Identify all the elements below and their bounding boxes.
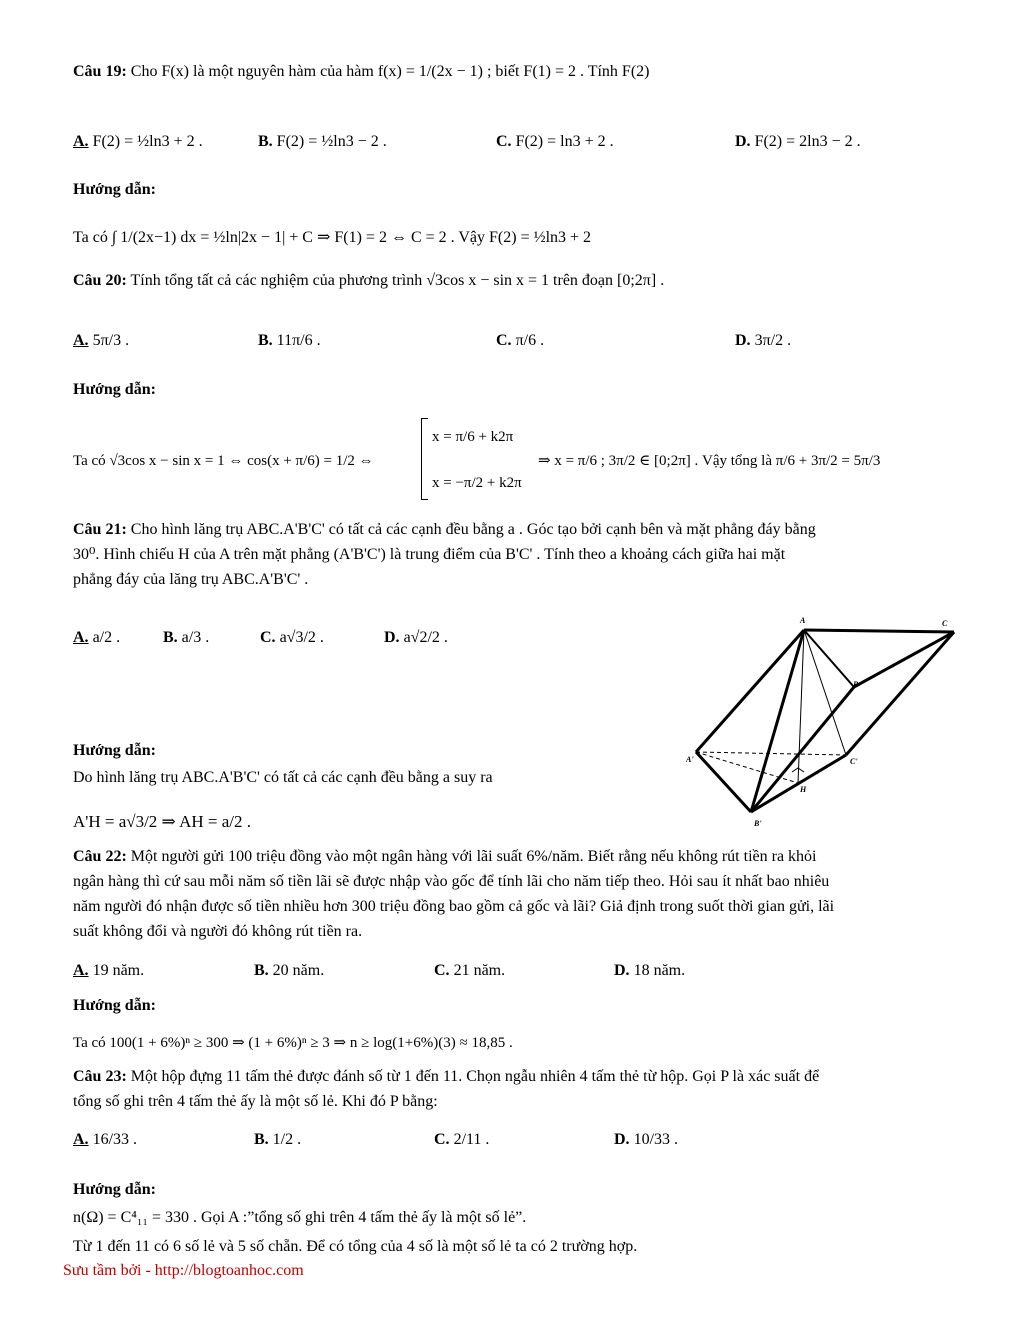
q20-statement — [73, 271, 664, 290]
q22-line2: ngân hàng thì cứ sau mỗi năm số tiền lãi sẽ được nhập vào gốc để tính lãi cho năm tiếp theo. Hỏi sau ít nhất bao nhiêu — [73, 873, 830, 890]
q19-option-b[interactable] — [258, 132, 387, 151]
option-text: a/3 . — [181, 629, 210, 646]
option-text: a√2/2 . — [403, 629, 448, 646]
option-label: C. — [434, 1131, 450, 1148]
q21-line3: phẳng đáy của lăng trụ ABC.A'B'C' . — [73, 571, 309, 588]
q19-guide: Ta có ∫ 1/(2x−1) dx = ½ln|2x − 1| + C ⇒ F(1) = 2 ⇔ C = 2 . Vậy F(2) = ½ln3 + 2 — [73, 229, 592, 246]
option-label: D. — [614, 1131, 630, 1148]
option-text: 18 năm. — [633, 962, 686, 979]
q22-line4: suất không đổi và người đó không rút tiền ra. — [73, 923, 363, 940]
edge-AA1 — [696, 630, 804, 752]
q19-option-d[interactable] — [735, 132, 861, 151]
q22-statement — [73, 844, 973, 944]
q23-line1 — [73, 1064, 973, 1089]
label-H: H — [800, 785, 807, 794]
q22-option-c[interactable] — [434, 961, 505, 980]
q23-option-c[interactable] — [434, 1130, 489, 1149]
q19-label: Câu 19: — [73, 63, 127, 80]
q20-guide-prefix: Ta có — [73, 453, 106, 469]
altitude-AH — [798, 630, 804, 783]
q22-guide-title: Hướng dẫn: — [73, 997, 156, 1014]
option-label: B. — [254, 1131, 269, 1148]
option-text: F(2) = ½ln3 − 2 . — [276, 133, 387, 150]
option-label: B. — [258, 133, 273, 150]
option-label: C. — [260, 629, 276, 646]
option-text: 3π/2 . — [754, 332, 792, 349]
option-text: 1/2 . — [272, 1131, 302, 1148]
q23-line1-text: Một hộp đựng 11 tấm thẻ được đánh số từ 1 đến 11. Chọn ngẫu nhiên 4 tấm thẻ từ hộp. Gọi P là xác suất để — [130, 1068, 820, 1085]
q21-line2: 30⁰. Hình chiếu H của A trên mặt phẳng (A'B'C') là trung điểm của B'C' . Tính theo a khoảng cách giữa hai mặt — [73, 546, 786, 563]
q19-option-a[interactable] — [73, 132, 203, 151]
option-label: B. — [254, 962, 269, 979]
q22-option-b[interactable] — [254, 961, 324, 980]
q21-option-b[interactable] — [163, 628, 209, 647]
label-A: A — [800, 616, 806, 625]
option-label: A. — [73, 332, 89, 349]
q22-guide: Ta có 100(1 + 6%)ⁿ ≥ 300 ⇒ (1 + 6%)ⁿ ≥ 3 ⇒ n ≥ log(1+6%)(3) ≈ 18,85 . — [73, 1035, 513, 1051]
edge-AB — [804, 630, 854, 687]
edge-AC — [804, 630, 954, 632]
option-label: A. — [73, 133, 89, 150]
q21-statement — [73, 517, 973, 592]
q20-option-c[interactable] — [496, 331, 544, 350]
q20-case-2: x = −π/2 + k2π — [432, 475, 522, 491]
option-label: A. — [73, 962, 89, 979]
prism-figure — [686, 612, 976, 832]
q20-option-a[interactable] — [73, 331, 129, 350]
q23-option-a[interactable] — [73, 1130, 137, 1149]
option-label: C. — [434, 962, 450, 979]
option-label: B. — [258, 332, 273, 349]
option-label: D. — [614, 962, 630, 979]
q23-option-b[interactable] — [254, 1130, 301, 1149]
edge-CB — [854, 632, 954, 687]
q21-option-d[interactable] — [384, 628, 448, 647]
edge-A1C1 — [696, 752, 846, 755]
q21-option-a[interactable] — [73, 628, 120, 647]
q20-label: Câu 20: — [73, 272, 127, 289]
q21-guide-2: A'H = a√3/2 ⇒ AH = a/2 . — [73, 812, 252, 831]
q20-guide-eq: √3cos x − sin x = 1 ⇔ cos(x + π/6) = 1/2 ⇔ — [109, 453, 374, 469]
q22-option-a[interactable] — [73, 961, 144, 980]
option-label: D. — [735, 332, 751, 349]
option-text: F(2) = 2ln3 − 2 . — [754, 133, 861, 150]
q19-option-c[interactable] — [496, 132, 614, 151]
label-B1: B' — [754, 819, 762, 828]
edge-CC1 — [846, 632, 954, 755]
option-label: A. — [73, 1131, 89, 1148]
label-C: C — [942, 619, 948, 628]
q20-guide-result: ⇒ x = π/6 ; 3π/2 ∈ [0;2π] . Vậy tổng là π/6 + 3π/2 = 5π/3 — [538, 453, 881, 469]
q19-statement — [73, 62, 649, 81]
q23-guide-2: Từ 1 đến 11 có 6 số lẻ và 5 số chẵn. Để có tổng của 4 số là một số lẻ ta có 2 trường hợp. — [73, 1238, 638, 1255]
option-text: 16/33 . — [92, 1131, 138, 1148]
q22-label: Câu 22: — [73, 848, 127, 865]
option-label: A. — [73, 629, 89, 646]
q19-guide-title: Hướng dẫn: — [73, 181, 156, 198]
q20-text: Tính tổng tất cả các nghiệm của phương trình √3cos x − sin x = 1 trên đoạn [0;2π] . — [130, 272, 665, 289]
option-label: C. — [496, 133, 512, 150]
q19-text: Cho F(x) là một nguyên hàm của hàm f(x) = 1/(2x − 1) ; biết F(1) = 2 . Tính F(2) — [130, 63, 650, 80]
q22-line1 — [73, 844, 973, 869]
option-text: 2/11 . — [453, 1131, 490, 1148]
option-label: D. — [384, 629, 400, 646]
option-text: a√3/2 . — [279, 629, 324, 646]
q23-statement — [73, 1064, 973, 1114]
q20-case-1: x = π/6 + k2π — [432, 429, 514, 445]
label-C1: C' — [850, 757, 858, 766]
edge-AC1 — [804, 630, 846, 755]
option-label: D. — [735, 133, 751, 150]
q22-line1-text: Một người gửi 100 triệu đồng vào một ngân hàng với lãi suất 6%/năm. Biết rằng nếu không rút tiền ra khỏi — [130, 848, 817, 865]
option-label: C. — [496, 332, 512, 349]
option-text: 10/33 . — [633, 1131, 679, 1148]
q20-option-b[interactable] — [258, 331, 321, 350]
label-A1: A' — [686, 755, 694, 764]
q20-case-bracket — [421, 418, 428, 500]
option-text: F(2) = ½ln3 + 2 . — [92, 133, 203, 150]
option-label: B. — [163, 629, 178, 646]
q21-option-c[interactable] — [260, 628, 324, 647]
footer-source-link[interactable]: Sưu tầm bởi - http://blogtoanhoc.com — [63, 1262, 304, 1279]
option-text: a/2 . — [92, 629, 121, 646]
q20-guide — [73, 452, 374, 470]
q21-line1-text: Cho hình lăng trụ ABC.A'B'C' có tất cả các cạnh đều bằng a . Góc tạo bởi cạnh bên và mặt phẳng đáy bằng — [130, 521, 816, 538]
q23-guide-1: n(Ω) = C⁴₁₁ = 330 . Gọi A :”tổng số ghi trên 4 tấm thẻ ấy là một số lẻ”. — [73, 1209, 527, 1226]
q22-line3: năm người đó nhận được số tiền nhiều hơn 300 triệu đồng bao gồm cả gốc và lãi? Giả định trong suốt thời gian gửi, lãi — [73, 898, 835, 915]
option-text: 21 năm. — [453, 962, 506, 979]
edge-A1B1 — [696, 752, 751, 812]
q23-line2: tổng số ghi trên 4 tấm thẻ ấy là một số lẻ. Khi đó P bằng: — [73, 1093, 438, 1110]
option-text: 5π/3 . — [92, 332, 130, 349]
option-text: F(2) = ln3 + 2 . — [515, 133, 614, 150]
label-B: B — [853, 680, 859, 689]
option-text: 11π/6 . — [276, 332, 321, 349]
q22-option-d[interactable] — [614, 961, 685, 980]
q20-option-d[interactable] — [735, 331, 791, 350]
q23-label: Câu 23: — [73, 1068, 127, 1085]
option-text: 19 năm. — [92, 962, 145, 979]
q20-guide-title: Hướng dẫn: — [73, 381, 156, 398]
option-text: 20 năm. — [272, 962, 325, 979]
q21-label: Câu 21: — [73, 521, 127, 538]
option-text: π/6 . — [515, 332, 545, 349]
q21-guide-1: Do hình lăng trụ ABC.A'B'C' có tất cả các cạnh đều bằng a suy ra — [73, 769, 493, 786]
q23-option-d[interactable] — [614, 1130, 678, 1149]
q23-guide-title: Hướng dẫn: — [73, 1181, 156, 1198]
q21-guide-title: Hướng dẫn: — [73, 742, 156, 759]
q21-line1 — [73, 517, 973, 542]
